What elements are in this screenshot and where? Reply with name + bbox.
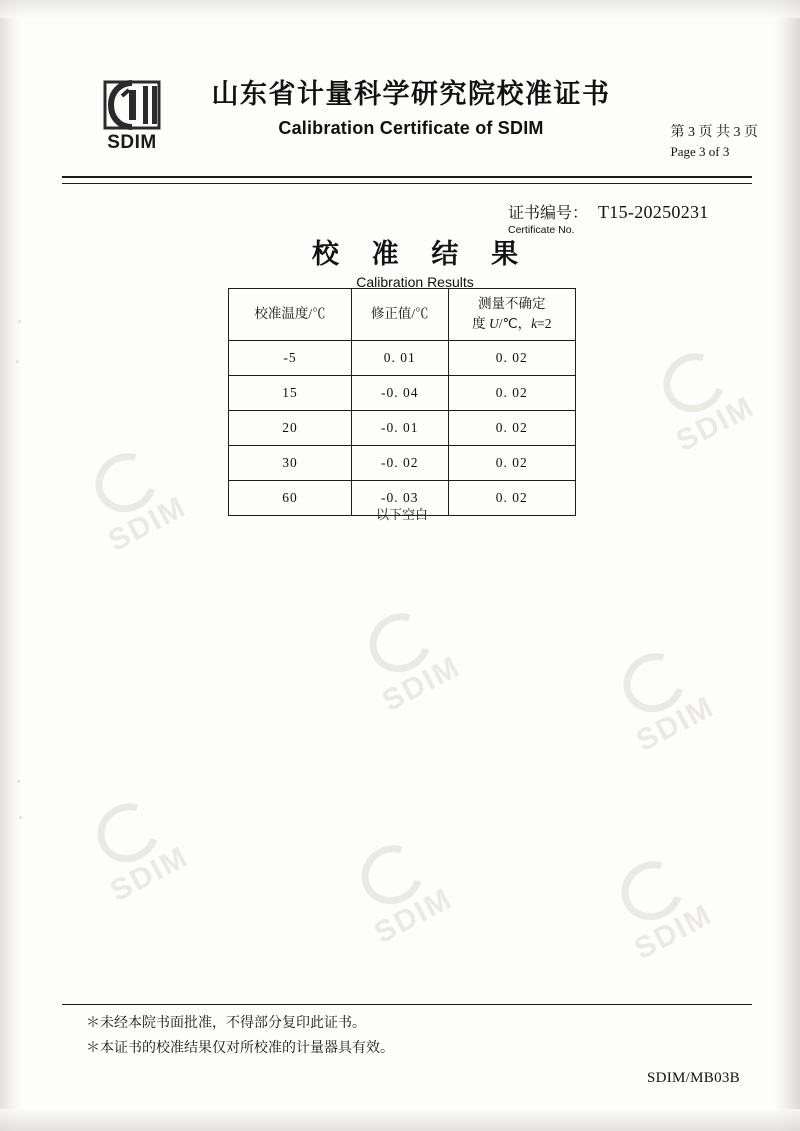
certificate-number-label-en: Certificate No. [508,224,575,236]
watermark-ring-icon [351,835,433,915]
logo-text: SDIM [107,132,157,153]
cell-uncertainty: 0. 02 [448,445,575,480]
title-block [196,72,626,139]
document-header [78,72,758,164]
watermark: SDIM [603,638,719,758]
cell-temperature: 30 [229,445,352,480]
cell-temperature: 20 [229,410,352,445]
footer-note-2: ＊本证书的校准结果仅对所校准的计量器具有效。 [86,1040,394,1056]
cell-uncertainty: 0. 02 [448,480,575,515]
page-title-cn: 山东省计量科学研究院校准证书 [211,79,611,109]
sdim-pillar-logo-icon [99,76,165,134]
cell-uncertainty: 0. 02 [448,375,575,410]
table-row [229,340,576,375]
results-heading-cn: 校 准 结 果 [311,239,532,269]
watermark: SDIM [341,830,457,950]
paper-speckle [16,360,19,363]
watermark-ring-icon [611,851,693,931]
watermark: SDIM [643,338,759,458]
uncertainty-line2-post: =2 [537,316,552,332]
results-heading-en: Calibration Results [356,274,474,290]
watermark-ring-icon [613,643,695,723]
table-head [229,289,576,341]
cell-temperature: 60 [229,480,352,515]
paper-edge-left [0,0,22,1131]
document-code: SDIM/MB03B [646,1070,740,1086]
header-divider [62,176,752,184]
uncertainty-symbol-u: U [488,316,499,332]
paper-edge-right [774,0,800,1131]
paper-edge-bottom [0,1109,800,1131]
watermark-ring-icon [653,343,735,423]
paper-speckle [17,780,20,783]
certificate-number-value: T15-20250231 [598,202,709,222]
uncertainty-line1: 测量不确定 [478,296,546,311]
calibration-results-table [228,288,576,516]
uncertainty-line2-mid: /℃， [498,316,532,332]
column-header-temperature: 校准温度/℃ [229,289,352,341]
uncertainty-line2-prefix: 度 [472,316,486,332]
page-number [671,124,759,160]
watermark: SDIM [349,598,465,718]
watermark: SDIM [601,846,717,966]
cell-correction: -0. 03 [352,480,449,515]
table-row [229,375,576,410]
watermark: SDIM [77,788,193,908]
column-header-uncertainty [448,289,575,341]
cell-correction: -0. 01 [352,410,449,445]
paper-speckle [18,320,21,323]
table-header-row [229,289,576,341]
footer-divider [62,1004,752,1005]
table-row [229,445,576,480]
watermark-ring-icon [87,793,169,873]
paper-speckle [19,816,22,819]
table-body [229,340,576,515]
cell-temperature: 15 [229,375,352,410]
footer-note-1: ＊未经本院书面批准，不得部分复印此证书。 [86,1016,366,1031]
page-number-en: Page 3 of 3 [670,143,730,159]
cell-correction: -0. 04 [352,375,449,410]
results-heading [250,232,580,290]
column-header-correction: 修正值/℃ [352,289,449,341]
cell-uncertainty: 0. 02 [448,340,575,375]
page-number-cn: 第 3 页 共 3 页 [670,125,758,140]
blank-below-note: 以下空白 [375,507,428,522]
footer-notes [86,1012,686,1061]
certificate-number-label-cn: 证书编号： [508,205,589,222]
watermark: SDIM [75,438,191,558]
uncertainty-symbol-k: k [531,316,538,332]
watermark-ring-icon [85,443,167,523]
certificate-number-block [508,200,768,236]
cell-uncertainty: 0. 02 [448,410,575,445]
page-title-en: Calibration Certificate of SDIM [278,118,544,138]
cell-temperature: -5 [229,340,352,375]
cell-correction: 0. 01 [352,340,449,375]
paper-edge-top [0,0,800,18]
cell-correction: -0. 02 [352,445,449,480]
table-row [229,410,576,445]
watermark-ring-icon [359,603,441,683]
sdim-logo [88,76,176,158]
